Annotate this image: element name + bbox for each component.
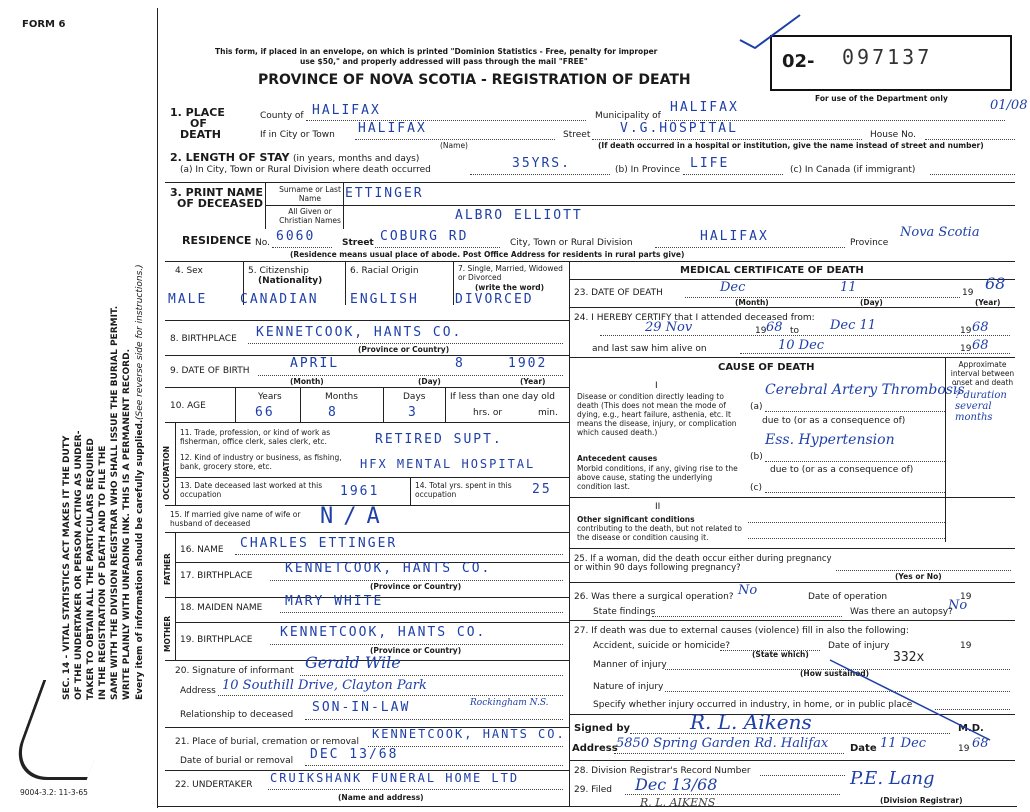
stay-b-label: (b) In Province <box>615 165 681 175</box>
dob-month-label: (Month) <box>290 377 324 386</box>
attended-from: 29 Nov <box>645 320 693 335</box>
cause-b-label: (b) <box>750 452 763 462</box>
sign-date: 11 Dec <box>880 736 927 751</box>
occ-11-label: 11. Trade, profession, or kind of work as fisherman, office clerk, sales clerk, etc. <box>180 428 331 446</box>
marital-label: 7. Single, Married, Widowed or Divorced <box>458 264 563 282</box>
attended-yr2: 19 <box>960 326 972 336</box>
surgery-label: 26. Was there a surgical operation? <box>574 592 734 602</box>
how-sustained-label: (How sustained) <box>800 669 870 678</box>
father-name-value: CHARLES ETTINGER <box>240 536 398 551</box>
filed-label: 29. Filed <box>574 785 612 795</box>
reg-prefix: 02- <box>782 51 815 72</box>
injury-yr: 19 <box>960 641 972 651</box>
citizenship-label: 5. Citizenship <box>248 266 309 276</box>
citizenship-sublabel: (Nationality) <box>258 276 323 286</box>
occ-12-label: 12. Kind of industry or business, as fishing, bank, grocery store, etc. <box>180 453 342 471</box>
signer-address: 5850 Spring Garden Rd. Halifax <box>616 736 829 751</box>
mother-bp-value: KENNETCOOK, HANTS CO. <box>280 625 487 640</box>
surname-label: Surname or Last Name <box>279 185 341 203</box>
mother-bp-sublabel: (Province or Country) <box>370 646 462 655</box>
last-saw-value: 10 Dec <box>778 338 825 353</box>
side-line-1: SEC. 14 - VITAL STATISTICS ACT MAKES IT THE DUTY <box>62 435 72 700</box>
form-left-border <box>157 8 158 808</box>
last-saw-yr: 19 <box>960 344 972 354</box>
nature-label: Nature of injury <box>593 682 664 692</box>
stay-sublabel: (in years, months and days) <box>293 154 420 164</box>
informant-address: 10 Southill Drive, Clayton Park <box>222 678 427 693</box>
informant-address-2: Rockingham N.S. <box>470 698 549 708</box>
dod-yr-prefix: 19 <box>962 288 974 298</box>
disease-label: Disease or condition directly leading to death (This does not mean the mode of dying, e.g., heart failure, asthenia, etc. It means the disease, injury, or complication which caused death.) <box>577 392 737 437</box>
other-cond-label: Other significant conditions <box>577 515 695 524</box>
surgery-value: No <box>738 583 758 598</box>
specify-label: Specify whether injury occurred in industry, in home, or in public place <box>593 700 913 710</box>
citizenship-value: CANADIAN <box>240 292 319 307</box>
dod-day: 11 <box>840 280 857 295</box>
residence-street: COBURG RD <box>380 229 469 244</box>
mother-bp-label: 19. BIRTHPLACE <box>180 635 253 645</box>
cross-out-stroke <box>820 650 1000 750</box>
registrar-signature: P.E. Lang <box>850 768 935 789</box>
mother-name-label: 18. MAIDEN NAME <box>180 603 263 613</box>
age-years: 66 <box>255 405 275 420</box>
undertaker-value: CRUIKSHANK FUNERAL HOME LTD <box>270 771 520 785</box>
mother-name-value: MARY WHITE <box>285 594 384 609</box>
burial-place-label: 21. Place of burial, cremation or removal <box>175 737 359 747</box>
age-less-label: If less than one day old <box>450 392 556 402</box>
attended-to: Dec 11 <box>830 318 877 333</box>
dod-year: 68 <box>985 274 1006 293</box>
informant-rel-value: SON-IN-LAW <box>312 700 411 715</box>
form-intro-1: This form, if placed in an envelope, on which is printed "Dominion Statistics - Free, penalty for improper <box>215 47 658 56</box>
residence-no-label: No. <box>255 238 270 248</box>
age-days-label: Days <box>403 392 426 402</box>
last-saw-yr-val: 68 <box>972 338 989 353</box>
birthplace-sublabel: (Province or Country) <box>358 345 450 354</box>
birthplace-label: 8. BIRTHPLACE <box>170 334 237 344</box>
place-label-3: DEATH <box>180 128 222 141</box>
stay-a-value: 35YRS. <box>512 156 571 171</box>
aikens-stamp: R. L. AIKENS <box>640 796 716 809</box>
birthplace-value: KENNETCOOK, HANTS CO. <box>256 325 463 340</box>
house-label: House No. <box>870 130 917 140</box>
residence-city: HALIFAX <box>700 229 769 244</box>
name-label-2: OF DECEASED <box>177 197 264 210</box>
cause-a-value: Cerebral Artery Thrombosis <box>765 382 965 398</box>
cause-a-label: (a) <box>750 402 763 412</box>
attended-yr1-val: 68 <box>766 320 783 335</box>
street-value: V.G.HOSPITAL <box>620 121 738 136</box>
med-title: MEDICAL CERTIFICATE OF DEATH <box>680 265 864 276</box>
age-months: 8 <box>328 405 338 420</box>
state-which-label: (State which) <box>752 650 809 659</box>
age-months-label: Months <box>325 392 358 402</box>
undertaker-label: 22. UNDERTAKER <box>175 780 253 790</box>
dod-year-label: (Year) <box>975 298 1001 307</box>
side-line-3: TAKER TO OBTAIN ALL THE PARTICULARS REQUIRED <box>86 438 96 700</box>
sign-date-label: Date <box>850 743 877 754</box>
reg-number: 097137 <box>842 45 933 69</box>
burial-place-value: KENNETCOOK, HANTS CO. <box>372 727 566 741</box>
form-bottom-border <box>157 806 1017 807</box>
attended-yr1: 19 <box>755 326 767 336</box>
sign-yr-val: 68 <box>972 736 989 751</box>
informant-addr-label: Address <box>180 686 216 696</box>
spouse-label: 15. If married give name of wife or husband of deceased <box>170 510 301 528</box>
occ-11-value: RETIRED SUPT. <box>375 432 503 447</box>
pregnancy-label: 25. If a woman, did the death occur either during pregnancy or within 90 days following pregnancy? <box>574 554 832 573</box>
residence-street-label: Street <box>342 238 374 248</box>
record-number-label: 28. Division Registrar's Record Number <box>574 766 751 776</box>
due-to-1: due to (or as a consequence of) <box>762 416 906 426</box>
occupation-side-label: OCCUPATION <box>162 445 171 500</box>
state-findings-label: State findings <box>593 607 656 617</box>
roman-2: II <box>655 502 661 512</box>
md-label: M.D. <box>958 723 984 734</box>
side-checkmark <box>7 680 123 780</box>
dob-day-label: (Day) <box>418 377 441 386</box>
dept-code: 01/08 <box>990 98 1028 113</box>
side-line-4: IN THE REGISTRATION OF DEATH AND TO FILE THE <box>98 445 108 700</box>
name-sublabel: (Name) <box>440 141 468 150</box>
side-line-6: WRITE PLAINLY WITH UNFADING INK. THIS IS A PERMANENT RECORD. <box>122 349 132 700</box>
side-line-5: SAME WITH THE DIVISION REGISTRAR WHO SHALL ISSUE THE BURIAL PERMIT. <box>110 305 120 700</box>
dob-year: 1902 <box>508 356 548 371</box>
dept-use-label: For use of the Department only <box>815 94 948 103</box>
roman-1: I <box>655 381 658 391</box>
dob-day: 8 <box>455 356 465 371</box>
occ-13-label: 13. Date deceased last worked at this occupation <box>180 481 323 499</box>
attended-label: 24. I HEREBY CERTIFY that I attended deceased from: <box>574 313 815 323</box>
last-saw-label: and last saw him alive on <box>592 344 707 354</box>
operation-date-label: Date of operation <box>808 592 888 602</box>
municipality-value: HALIFAX <box>670 100 739 115</box>
dob-month: APRIL <box>290 356 340 371</box>
attended-to-label: to <box>790 326 800 336</box>
manner-label: Manner of injury <box>593 660 667 670</box>
given-value: ALBRO ELLIOTT <box>455 208 583 223</box>
residence-note: (Residence means usual place of abode. Post Office Address for residents in rural parts give) <box>290 250 685 259</box>
informant-signature: Gerald Wile <box>305 653 401 672</box>
dod-month-label: (Month) <box>735 298 769 307</box>
occ-12-value: HFX MENTAL HOSPITAL <box>360 457 536 471</box>
other-cond-desc: contributing to the death, but not related to the disease or condition causing it. <box>577 524 742 542</box>
age-label: 10. AGE <box>170 401 206 411</box>
yes-no-label: (Yes or No) <box>895 572 942 581</box>
sex-value: MALE <box>168 292 208 307</box>
age-days: 3 <box>408 405 418 420</box>
informant-sig-label: 20. Signature of informant <box>175 666 294 676</box>
side-line-2: OF THE UNDERTAKER OR PERSON ACTING AS UNDER- <box>74 430 84 700</box>
place-label: 1. PLACE <box>170 106 225 119</box>
operation-yr: 19 <box>960 592 972 602</box>
occ-14-label: 14. Total yrs. spent in this occupation <box>415 481 512 499</box>
form-title: PROVINCE OF NOVA SCOTIA - REGISTRATION OF DEATH <box>258 72 691 88</box>
autopsy-label: Was there an autopsy? <box>850 607 953 617</box>
autopsy-value: No <box>948 598 968 613</box>
surname-value: ETTINGER <box>345 186 424 201</box>
cause-b-value: Ess. Hypertension <box>765 432 895 448</box>
name-section <box>165 182 1015 228</box>
injury-date-label: Date of injury <box>828 641 890 651</box>
residence-no: 6060 <box>276 229 316 244</box>
father-bp-sublabel: (Province or Country) <box>370 582 462 591</box>
stay-a-label: (a) In City, Town or Rural Division where death occurred <box>180 165 431 175</box>
left-right-divider <box>569 261 570 806</box>
father-bp-label: 17. BIRTHPLACE <box>180 571 253 581</box>
undertaker-sublabel: (Name and address) <box>338 793 424 802</box>
signed-by-label: Signed by <box>574 723 631 734</box>
due-to-2: due to (or as a consequence of) <box>770 465 914 475</box>
father-name-label: 16. NAME <box>180 545 224 555</box>
stay-b-value: LIFE <box>690 156 730 171</box>
accident-label: Accident, suicide or homicide? <box>593 641 731 651</box>
signed-by-signature: R. L. Aikens <box>690 710 812 734</box>
approx-interval-label: Approximate interval between onset and death <box>950 360 1015 387</box>
racial-label: 6. Racial Origin <box>350 266 419 276</box>
side-line-7: (See reverse side for instructions.) <box>135 264 145 420</box>
signer-address-label: Address <box>572 743 618 754</box>
marital-sublabel: (write the word) <box>475 283 545 292</box>
print-code: 9004-3.2: 11-3-65 <box>20 788 88 797</box>
cause-a-interval: ? duration several months <box>955 390 1007 423</box>
age-years-label: Years <box>258 392 282 402</box>
name-label: 3. PRINT NAME <box>170 186 264 199</box>
form-intro-2: use $50," and properly addressed will pass through the mail "FREE" <box>300 57 588 66</box>
residence-province-label: Province <box>850 238 889 248</box>
residence-city-label: City, Town or Rural Division <box>510 238 633 248</box>
occ-14-value: 25 <box>532 482 552 497</box>
city-value: HALIFAX <box>358 121 427 136</box>
county-value: HALIFAX <box>312 103 381 118</box>
stay-c-label: (c) In Canada (if immigrant) <box>790 165 916 175</box>
stay-label: 2. LENGTH OF STAY <box>170 151 290 164</box>
side-line-8: Every item of information should be carefully supplied. <box>135 419 145 700</box>
street-label: Street <box>563 130 591 140</box>
cause-c-label: (c) <box>750 483 762 493</box>
father-bp-value: KENNETCOOK, HANTS CO. <box>285 561 492 576</box>
spouse-value: N/A <box>320 504 390 529</box>
marital-value: DIVORCED <box>455 292 534 307</box>
residence-label: RESIDENCE <box>182 234 252 247</box>
filed-date: Dec 13/68 <box>635 775 718 794</box>
registrar-label: (Division Registrar) <box>880 796 963 805</box>
dod-label: 23. DATE OF DEATH <box>574 288 663 298</box>
sign-yr: 19 <box>958 744 970 754</box>
dod-day-label: (Day) <box>860 298 883 307</box>
stamp-mark: 332x <box>893 650 925 665</box>
age-hrs-label: hrs. or <box>473 408 503 418</box>
county-label: County of <box>260 111 304 121</box>
city-label: If in City or Town <box>260 130 335 140</box>
external-label: 27. If death was due to external causes (violence) fill in also the following: <box>574 626 909 636</box>
given-label: All Given or Christian Names <box>279 207 341 225</box>
hospital-note: (If death occurred in a hospital or institution, give the name instead of street and number) <box>598 141 984 150</box>
municipality-label: Municipality of <box>595 111 661 121</box>
sex-label: 4. Sex <box>175 266 203 276</box>
burial-date-label: Date of burial or removal <box>180 756 294 766</box>
informant-rel-label: Relationship to deceased <box>180 710 294 720</box>
dob-label: 9. DATE OF BIRTH <box>170 366 250 376</box>
checkmark-stroke <box>735 10 805 50</box>
dod-month: Dec <box>720 280 746 295</box>
form-number: FORM 6 <box>22 19 66 30</box>
occ-13-value: 1961 <box>340 484 380 499</box>
dob-year-label: (Year) <box>520 377 546 386</box>
mother-side-label: MOTHER <box>163 615 172 652</box>
cause-title: CAUSE OF DEATH <box>718 362 815 373</box>
antecedent-label: Antecedent causes <box>577 454 658 463</box>
racial-value: ENGLISH <box>350 292 419 307</box>
place-label-2: OF <box>190 117 207 130</box>
age-min-label: min. <box>538 408 558 418</box>
father-side-label: FATHER <box>163 553 172 585</box>
antecedent-desc: Morbid conditions, if any, giving rise to the above cause, stating the underlying condition last. <box>577 464 738 491</box>
residence-province: Nova Scotia <box>900 225 980 240</box>
burial-date-value: DEC 13/68 <box>310 747 399 762</box>
registration-number-box <box>770 35 1012 91</box>
attended-yr2-val: 68 <box>972 320 989 335</box>
